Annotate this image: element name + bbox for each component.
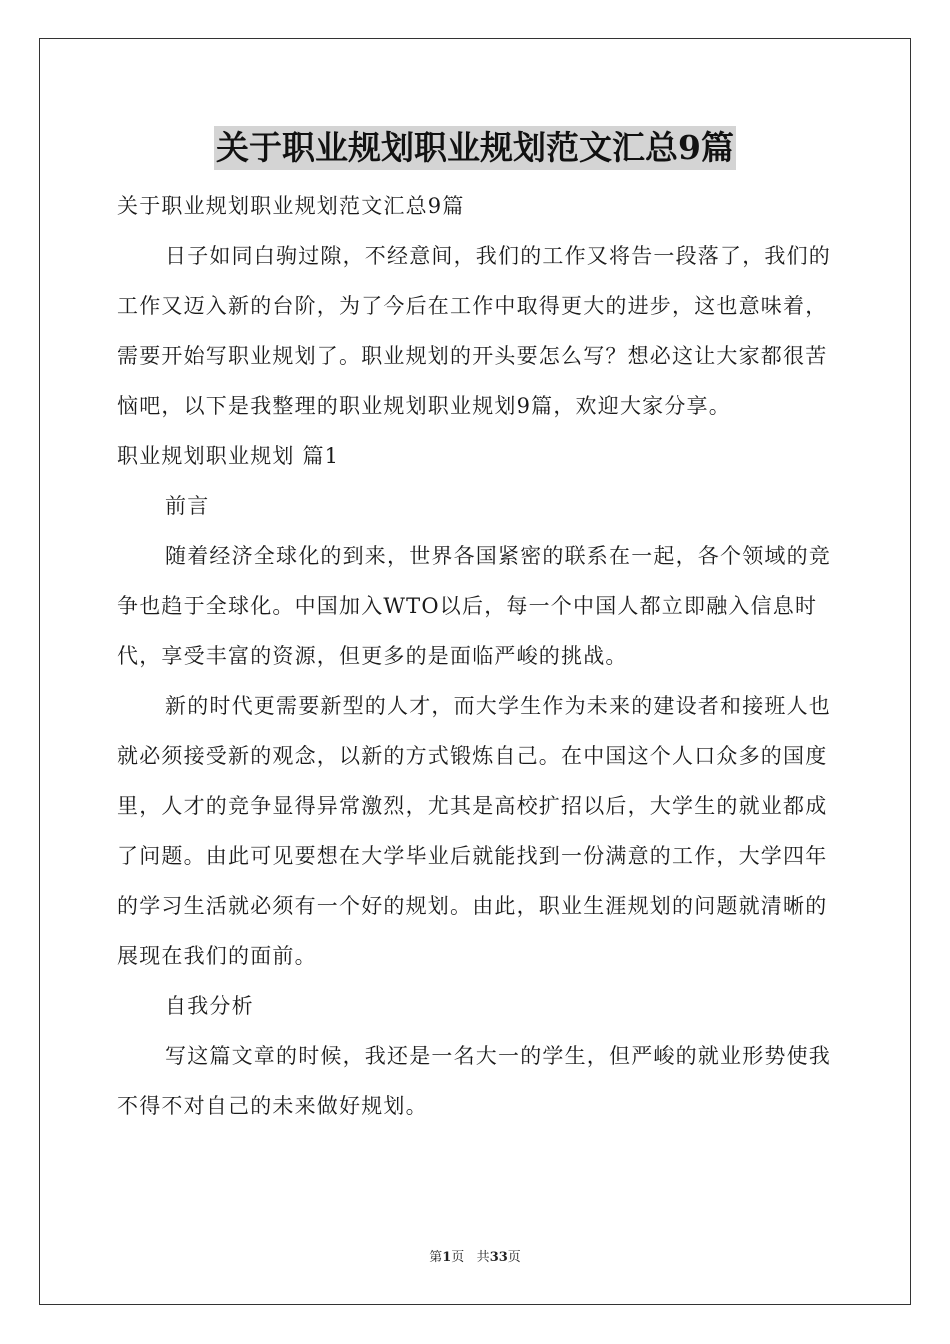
page-footer — [0, 1246, 950, 1265]
page-number: 1 — [442, 1250, 452, 1265]
page-prefix: 第 — [429, 1250, 443, 1265]
paragraph: 日子如同白驹过隙，不经意间，我们的工作又将告一段落了，我们的工作又迈入新的台阶，为了今后在工作中取得更大的进步，这也意味着，需要开始写职业规划了。职业规划的开头要怎么写？想必这让大家都很苦恼吧，以下是我整理的职业规划职业规划9篇，欢迎大家分享。 — [117, 244, 831, 418]
section-heading: 职业规划职业规划 篇1 — [117, 444, 340, 468]
total-pages: 33 — [489, 1250, 508, 1265]
total-suffix: 页 — [507, 1250, 521, 1265]
subsection-heading: 前言 — [165, 494, 210, 518]
document-body — [117, 181, 833, 1131]
paragraph: 关于职业规划职业规划范文汇总9篇 — [117, 194, 465, 218]
paragraph: 随着经济全球化的到来，世界各国紧密的联系在一起，各个领域的竞争也趋于全球化。中国加入WTO以后，每一个中国人都立即融入信息时代，享受丰富的资源，但更多的是面临严峻的挑战。 — [117, 544, 831, 668]
title-container — [0, 126, 950, 170]
document-title: 关于职业规划职业规划范文汇总9篇 — [214, 126, 736, 170]
paragraph: 写这篇文章的时候，我还是一名大一的学生，但严峻的就业形势使我不得不对自己的未来做好规划。 — [117, 1044, 831, 1118]
page-suffix: 页 — [451, 1250, 465, 1265]
total-prefix: 共 — [476, 1250, 490, 1265]
subsection-heading: 自我分析 — [165, 994, 254, 1018]
paragraph: 新的时代更需要新型的人才，而大学生作为未来的建设者和接班人也就必须接受新的观念，以新的方式锻炼自己。在中国这个人口众多的国度里，人才的竞争显得异常激烈，尤其是高校扩招以后，大学生的就业都成了问题。由此可见要想在大学毕业后就能找到一份满意的工作，大学四年的学习生活就必须有一个好的规划。由此，职业生涯规划的问题就清晰的展现在我们的面前。 — [117, 694, 831, 968]
